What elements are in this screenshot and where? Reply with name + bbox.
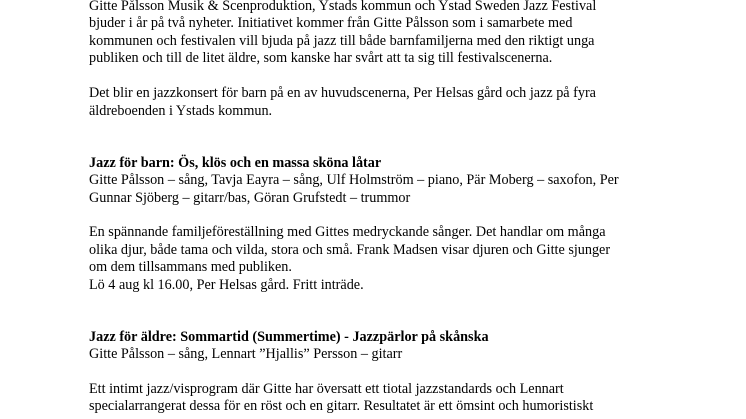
intro-line: bjuder i år på två nyheter. Initiativet kommer från Gitte Pålsson som i samarbete med (89, 15, 573, 31)
description-line: Ett intimt jazz/visprogram där Gitte har översatt ett tiotal jazzstandards och Lennart (89, 381, 564, 397)
section-heading: Jazz för barn: Ös, klös och en massa sköna låtar (89, 155, 382, 171)
event-details: Lö 4 aug kl 16.00, Per Helsas gård. Fritt inträde. (89, 277, 364, 293)
overview-line: äldreboenden i Ystads kommun. (89, 103, 273, 119)
performers-line: Gitte Pålsson – sång, Tavja Eayra – sång, Ulf Holmström – piano, Pär Moberg – saxofon, Per (89, 172, 619, 188)
performers-line: Gitte Pålsson – sång, Lennart ”Hjallis” Persson – gitarr (89, 346, 403, 362)
section-heading: Jazz för äldre: Sommartid (Summertime) - Jazzpärlor på skånska (89, 329, 489, 345)
description-line: olika djur, både tama och vilda, stora och små. Frank Madsen visar djuren och Gitte sjunger (89, 242, 611, 258)
intro-line: Gitte Pålsson Musik & Scenproduktion, Ystads kommun och Ystad Sweden Jazz Festival (89, 0, 597, 14)
description-line: om dem tillsammans med publiken. (89, 259, 292, 275)
performers-line: Gunnar Sjöberg – gitarr/bas, Göran Grufstedt – trummor (89, 190, 411, 206)
intro-line: kommunen och festivalen vill bjuda på jazz till både barnfamiljerna med den riktigt unga (89, 33, 595, 49)
description-line: specialarrangerat dessa för en röst och en gitarr. Resultatet är ett ömsint och humoristiskt (89, 398, 594, 414)
description-line: En spännande familjeföreställning med Gittes medryckande sånger. Det handlar om många (89, 224, 606, 240)
overview-line: Det blir en jazzkonsert för barn på en av huvudscenerna, Per Helsas gård och jazz på fyra (89, 85, 596, 101)
intro-line: publiken och till de litet äldre, som kanske har svårt att ta sig till festivalscenerna. (89, 50, 553, 66)
